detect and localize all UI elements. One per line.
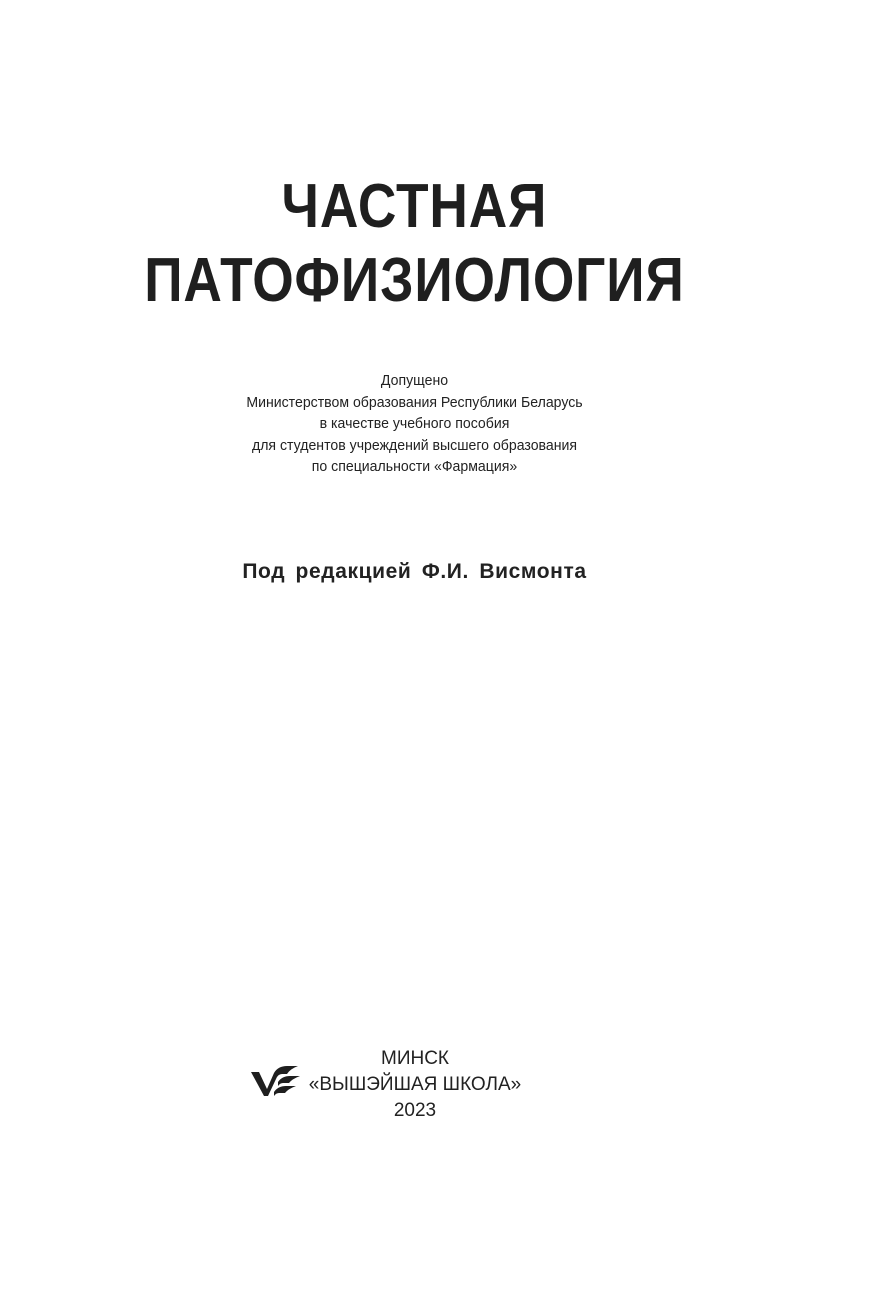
approval-line: для студентов учреждений высшего образования bbox=[251, 436, 578, 454]
approval-line: Допущено bbox=[380, 372, 449, 389]
publisher-name: «ВЫШЭЙШАЯ ШКОЛА» bbox=[308, 1074, 522, 1095]
approval-line: в качестве учебного пособия bbox=[319, 415, 510, 432]
publisher-city: МИНСК bbox=[381, 1048, 449, 1069]
publisher-block bbox=[300, 1046, 530, 1124]
book-title-line-1: ЧАСТНАЯ bbox=[281, 172, 548, 241]
publication-year: 2023 bbox=[393, 1100, 437, 1121]
approval-line: по специальности «Фармация» bbox=[311, 458, 518, 475]
editor-credit: Под редакцией Ф.И. Висмонта bbox=[242, 560, 587, 583]
publisher-logo-icon bbox=[250, 1063, 302, 1097]
approval-line: Министерством образования Республики Беларусь bbox=[246, 393, 583, 411]
book-title-line-2: ПАТОФИЗИОЛОГИЯ bbox=[144, 246, 685, 315]
approval-notice bbox=[0, 370, 829, 478]
